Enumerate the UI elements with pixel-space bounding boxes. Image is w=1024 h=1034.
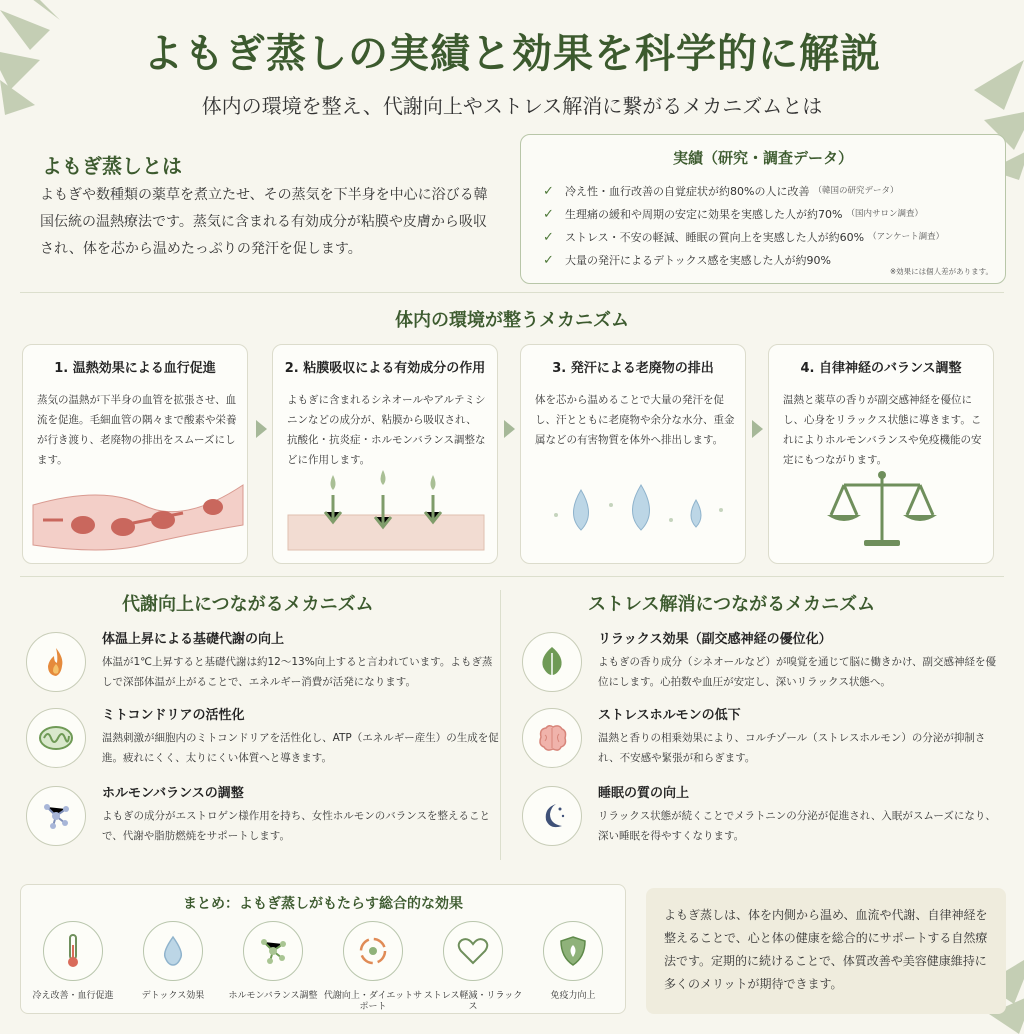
metabolism-heading: 代謝向上につながるメカニズム bbox=[122, 594, 374, 615]
check-icon: ✓ bbox=[543, 206, 554, 222]
moon-icon bbox=[522, 786, 582, 846]
mitochondria-icon bbox=[26, 708, 86, 768]
results-item: ✓ 大量の発汗によるデトックス感を実感した人が約90% bbox=[543, 252, 832, 268]
leaf-icon bbox=[522, 632, 582, 692]
item-text: 温熱刺激が細胞内のミトコンドリアを活性化し、ATP（エネルギー産生）の生成を促進。疲れにくく、太りにくい体質へと導きます。 bbox=[102, 732, 499, 764]
divider bbox=[20, 292, 1004, 293]
stress-heading: ストレス解消につながるメカニズム bbox=[588, 594, 876, 615]
about-heading: よもぎ蒸しとは bbox=[42, 154, 182, 178]
item-title: ホルモンバランスの調整 bbox=[102, 786, 244, 801]
brain-icon bbox=[522, 708, 582, 768]
results-item: ✓ 生理痛の緩和や周期の安定に効果を実感した人が約70% （国内サロン調査） bbox=[543, 206, 923, 222]
mechanism-card-3 bbox=[520, 344, 746, 564]
arrow-icon bbox=[504, 420, 515, 438]
drop-icon bbox=[143, 921, 203, 981]
summary-text: よもぎ蒸しは、体を内側から温め、血流や代謝、自律神経を整えることで、心と体の健康を総合的にサポートする自然療法です。定期的に続けることで、体質改善や美容健康維持に多くのメリットが期待できます。 bbox=[664, 908, 988, 991]
page-title: よもぎ蒸しの実績と効果を科学的に解説 bbox=[143, 30, 881, 77]
shield-icon bbox=[543, 921, 603, 981]
thermometer-icon bbox=[43, 921, 103, 981]
summary-item: ホルモンバランス調整 bbox=[223, 921, 323, 1002]
card-title: 4. 自律神経のバランス調整 bbox=[800, 361, 962, 376]
item-text: リラックス状態が続くことでメラトニンの分泌が促進され、入眠がスムーズになり、深い睡眠を得やすくなります。 bbox=[598, 810, 996, 842]
about-text: よもぎや数種類の薬草を煮立たせ、その蒸気を下半身を中心に浴びる韓国伝統の温熱療法です。蒸気に含まれる有効成分が粘膜や皮膚から吸収され、体を芯から温めたっぷりの発汗を促します。 bbox=[40, 187, 488, 257]
item-title: リラックス効果（副交感神経の優位化） bbox=[598, 632, 832, 647]
page-subtitle: 体内の環境を整え、代謝向上やストレス解消に繋がるメカニズムとは bbox=[201, 94, 823, 118]
arrow-icon bbox=[256, 420, 267, 438]
mechanism-card-2 bbox=[272, 344, 498, 564]
mechanism-card-4 bbox=[768, 344, 994, 564]
check-icon: ✓ bbox=[543, 229, 554, 245]
item-title: 体温上昇による基礎代謝の向上 bbox=[102, 632, 285, 647]
item-title: 睡眠の質の向上 bbox=[598, 786, 690, 801]
heart-icon bbox=[443, 921, 503, 981]
summary-item: 代謝向上・ダイエットサポート bbox=[323, 921, 423, 1013]
molecule-icon bbox=[243, 921, 303, 981]
card-title: 2. 粘膜吸収による有効成分の作用 bbox=[284, 361, 486, 376]
mechanism-heading: 体内の環境が整うメカニズム bbox=[395, 310, 629, 331]
summary-item: 免疫力向上 bbox=[523, 921, 623, 1002]
flame-icon bbox=[26, 632, 86, 692]
divider bbox=[20, 576, 1004, 577]
card-title: 1. 温熱効果による血行促進 bbox=[54, 361, 216, 376]
blood-vessel-icon bbox=[23, 465, 249, 555]
card-text: 温熱と薬草の香りが副交感神経を優位にし、心身をリラックス状態に導きます。これによりホルモンバランスや免疫機能の安定にもつながります。 bbox=[783, 394, 982, 466]
item-text: 体温が1℃上昇すると基礎代謝は約12〜13%向上すると言われています。よもぎ蒸しで深部体温が上がることで、エネルギー消費が活発になります。 bbox=[102, 656, 493, 688]
sweat-drop-icon bbox=[521, 465, 747, 555]
item-text: 温熱と香りの相乗効果により、コルチゾール（ストレスホルモン）の分泌が抑制され、不安感や緊張が和らぎます。 bbox=[598, 732, 986, 764]
balance-scale-icon bbox=[769, 465, 995, 555]
item-title: ミトコンドリアの活性化 bbox=[102, 708, 245, 723]
results-footnote: ※効果には個人差があります。 bbox=[889, 267, 993, 276]
check-icon: ✓ bbox=[543, 183, 554, 199]
check-icon: ✓ bbox=[543, 252, 554, 268]
card-text: 蒸気の温熱が下半身の血管を拡張させ、血流を促進。毛細血管の隅々まで酸素や栄養が行き渡り、老廃物の排出をスムーズにします。 bbox=[37, 394, 237, 466]
results-box bbox=[520, 134, 1006, 284]
arrow-icon bbox=[752, 420, 763, 438]
summary-item: デトックス効果 bbox=[123, 921, 223, 1002]
card-title: 3. 発汗による老廃物の排出 bbox=[552, 361, 714, 376]
mechanism-card-1 bbox=[22, 344, 248, 564]
card-text: よもぎに含まれるシネオールやアルテミシニンなどの成分が、粘膜から吸収され、抗酸化・抗炎症・ホルモンバランス調整などに作用します。 bbox=[287, 394, 486, 466]
item-text: よもぎの成分がエストロゲン様作用を持ち、女性ホルモンのバランスを整えることで、代謝や脂肪燃焼をサポートします。 bbox=[102, 810, 490, 842]
summary-item: ストレス軽減・リラックス bbox=[423, 921, 523, 1013]
results-item: ✓ 冷え性・血行改善の自覚症状が約80%の人に改善 （韓国の研究データ） bbox=[543, 183, 899, 199]
summary-item: 冷え改善・血行促進 bbox=[23, 921, 123, 1002]
summary-heading: まとめ：よもぎ蒸しがもたらす総合的な効果 bbox=[183, 896, 463, 912]
summary-box bbox=[20, 884, 626, 1014]
molecule-icon bbox=[26, 786, 86, 846]
results-item: ✓ ストレス・不安の軽減、睡眠の質向上を実感した人が約60% （アンケート調査） bbox=[543, 229, 945, 245]
item-title: ストレスホルモンの低下 bbox=[598, 708, 741, 723]
item-text: よもぎの香り成分（シネオールなど）が嗅覚を通じて脳に働きかけ、副交感神経を優位にします。心拍数や血圧が安定し、深いリラックス状態へ。 bbox=[598, 656, 997, 688]
skin-absorption-icon bbox=[273, 465, 499, 555]
card-text: 体を芯から温めることで大量の発汗を促し、汗とともに老廃物や余分な水分、重金属などの有害物質を体外へ排出します。 bbox=[535, 394, 735, 446]
summary-text-box bbox=[646, 888, 1006, 1014]
cycle-icon bbox=[343, 921, 403, 981]
results-heading: 実績（研究・調査データ） bbox=[672, 149, 853, 167]
